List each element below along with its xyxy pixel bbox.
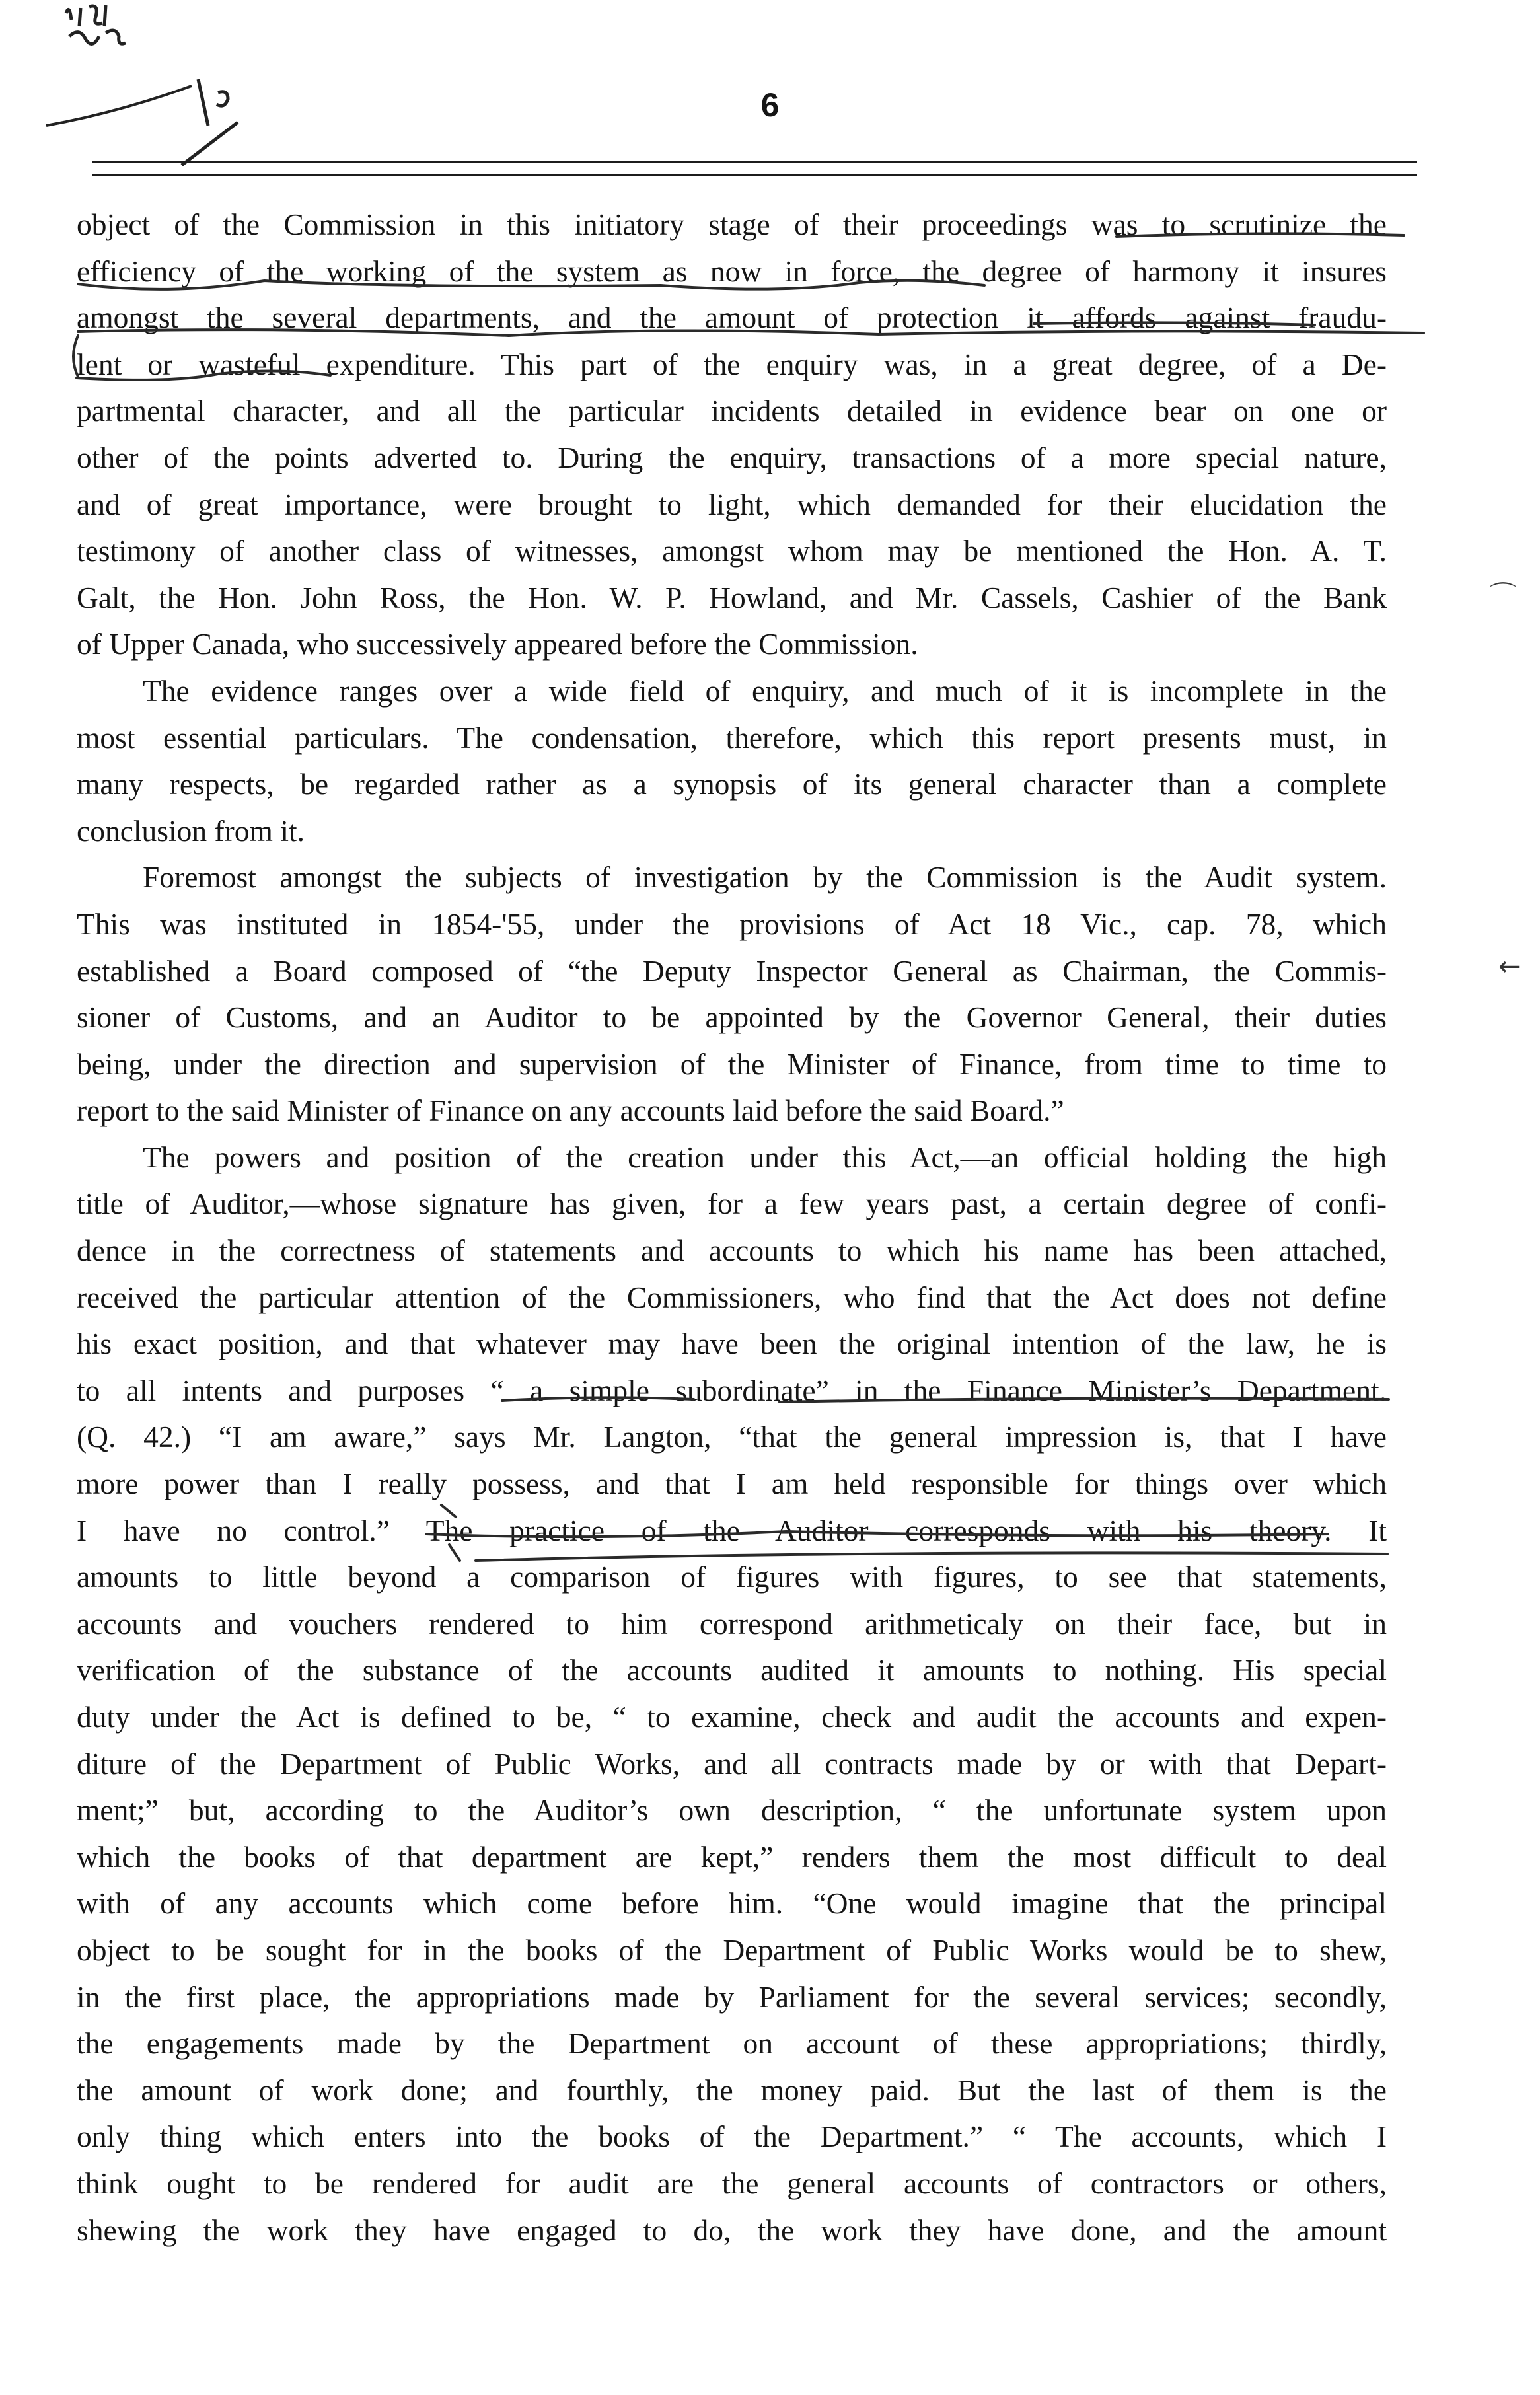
text-line: partmental character, and all the particular incidents detailed in evidence bear on one or <box>77 394 1387 428</box>
text-line: only thing which enters into the books of the Department.” “ The accounts, which I <box>77 2119 1387 2154</box>
text-line: lent or wasteful expenditure. This part of the enquiry was, in a great degree, of a De- <box>77 347 1387 381</box>
text-line: which the books of that department are kept,” renders them the most difficult to deal <box>77 1839 1387 1874</box>
text-line: I have no control.” The practice of the Auditor corresponds with his theory. It <box>77 1513 1387 1547</box>
header-rule-bottom <box>92 174 1417 176</box>
text-line: the engagements made by the Department on account of these appropriations; thirdly, <box>77 2026 1387 2061</box>
text-line: The powers and position of the creation under this Act,—an official holding the high <box>143 1140 1387 1174</box>
text-line: shewing the work they have engaged to do, the work they have done, and the amount <box>77 2213 1387 2247</box>
text-line: (Q. 42.) “I am aware,” says Mr. Langton, “that the general impression is, that I have <box>77 1420 1387 1454</box>
text-line: sioner of Customs, and an Auditor to be appointed by the Governor General, their duties <box>77 1000 1387 1035</box>
text-line: conclusion from it. <box>77 813 305 848</box>
text-line: with of any accounts which come before him. “One would imagine that the principal <box>77 1886 1387 1921</box>
text-line: amongst the several departments, and the amount of protection it affords against fraudu- <box>77 301 1387 335</box>
text-line: most essential particulars. The condensation, therefore, which this report presents must, in <box>77 720 1387 755</box>
text-line: title of Auditor,—whose signature has given, for a few years past, a certain degree of confi- <box>77 1187 1387 1221</box>
text-line: the amount of work done; and fourthly, the money paid. But the last of them is the <box>77 2073 1387 2107</box>
text-line: object of the Commission in this initiatory stage of their proceedings was to scrutinize the <box>77 207 1387 241</box>
text-line: testimony of another class of witnesses, amongst whom may be mentioned the Hon. A. T. <box>77 534 1387 568</box>
text-line: report to the said Minister of Finance on any accounts laid before the said Board.” <box>77 1093 1064 1128</box>
text-line: amounts to little beyond a comparison of figures with figures, to see that statements, <box>77 1560 1387 1594</box>
header-rule-top <box>92 161 1417 163</box>
text-line: diture of the Department of Public Works, and all contracts made by or with that Depart- <box>77 1746 1387 1781</box>
text-line: The evidence ranges over a wide field of enquiry, and much of it is incomplete in the <box>143 673 1387 708</box>
text-line: and of great importance, were brought to light, which demanded for their elucidation the <box>77 487 1387 521</box>
text-line: of Upper Canada, who successively appeared before the Commission. <box>77 627 918 661</box>
text-line: dence in the correctness of statements and accounts to which his name has been attached, <box>77 1234 1387 1268</box>
text-line: verification of the substance of the accounts audited it amounts to nothing. His special <box>77 1653 1387 1687</box>
text-line: his exact position, and that whatever may have been the original intention of the law, he is <box>77 1327 1387 1361</box>
text-line: received the particular attention of the Commissioners, who find that the Act does not define <box>77 1280 1387 1314</box>
text-line: more power than I really possess, and that I am held responsible for things over which <box>77 1467 1387 1501</box>
text-line: Galt, the Hon. John Ross, the Hon. W. P. Howland, and Mr. Cassels, Cashier of the Bank <box>77 580 1387 614</box>
text-line: ment;” but, according to the Auditor’s own description, “ the unfortunate system upon <box>77 1793 1387 1827</box>
text-line: to all intents and purposes “ a simple subordinate” in the Finance Minister’s Department. <box>77 1373 1387 1407</box>
text-line: efficiency of the working of the system as now in force, the degree of harmony it insures <box>77 254 1387 288</box>
text-line: This was instituted in 1854-'55, under the provisions of Act 18 Vic., cap. 78, which <box>77 906 1387 941</box>
text-line: accounts and vouchers rendered to him correspond arithmeticaly on their face, but in <box>77 1606 1387 1640</box>
margin-tick-mark: ⌒ <box>1490 581 1516 611</box>
margin-arrow-mark: ← <box>1498 951 1521 982</box>
text-line: Foremost amongst the subjects of investigation by the Commission is the Audit system. <box>143 860 1387 895</box>
text-line: think ought to be rendered for audit are the general accounts of contractors or others, <box>77 2166 1387 2200</box>
page-number: 6 <box>760 87 780 124</box>
text-line: object to be sought for in the books of the Department of Public Works would be to shew, <box>77 1933 1387 1967</box>
text-line: established a Board composed of “the Deputy Inspector General as Chairman, the Commis- <box>77 953 1387 988</box>
text-line: many respects, be regarded rather as a synopsis of its general character than a complete <box>77 767 1387 801</box>
text-line: in the first place, the appropriations made by Parliament for the several services; secondly, <box>77 1979 1387 2014</box>
text-line: duty under the Act is defined to be, “ to examine, check and audit the accounts and expen- <box>77 1700 1387 1734</box>
body-text <box>77 202 1387 2254</box>
text-line: other of the points adverted to. During the enquiry, transactions of a more special nature, <box>77 440 1387 474</box>
text-line: being, under the direction and supervision of the Minister of Finance, from time to time to <box>77 1047 1387 1081</box>
